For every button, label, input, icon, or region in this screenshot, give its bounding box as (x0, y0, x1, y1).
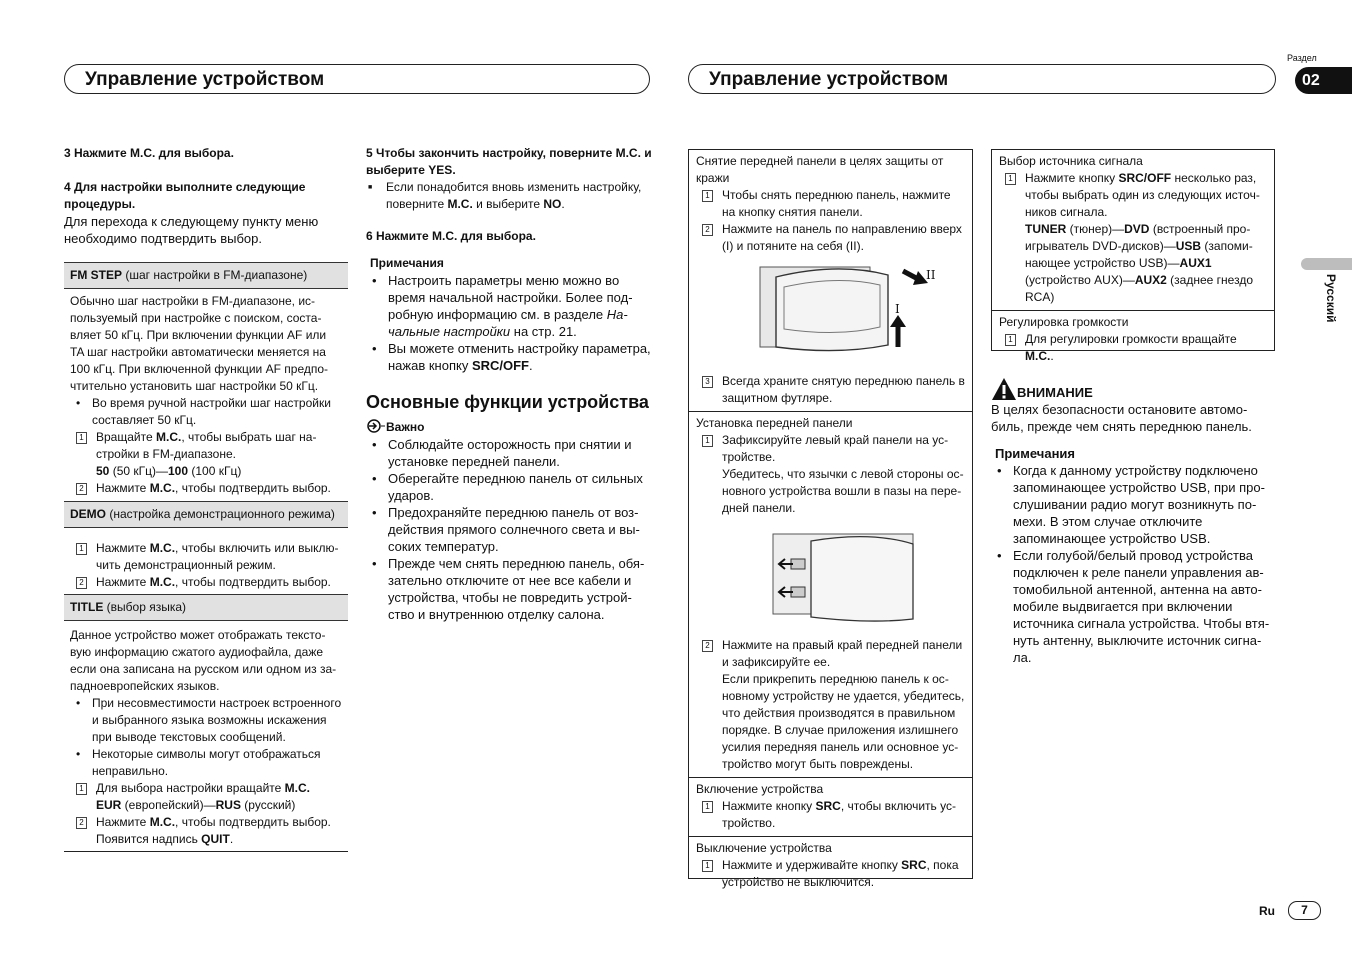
demo-label: DEMO (70, 507, 106, 521)
notes-title: Примечания (370, 256, 444, 270)
fm-step-desc: (шаг настройки в FM-диапазоне) (122, 268, 308, 282)
page-title-left: Управление устройством (85, 69, 325, 90)
notes-title-col4: Примечания (995, 446, 1076, 461)
volume-title: Регулировка громкости (999, 315, 1129, 329)
note-2: • Вы можете отменить настройку параметра, нажав кнопку SRC/OFF. (366, 340, 652, 374)
title-bullet-1: • При несовместимости настроек встроенного и выбранного языка возможны искажения при выводе текстовых сообщений. (70, 695, 342, 746)
step-5-note: ■ Если понадобится вновь изменить настройку, поверните M.C. и выберите NO. (366, 179, 652, 213)
fm-step-header (64, 262, 348, 289)
step-5: 5 Чтобы закончить настройку, поверните M.C. и выберите YES. (366, 146, 652, 177)
power-on-title: Включение устройства (696, 782, 824, 796)
power-on-section (689, 777, 972, 836)
remove-panel-num-2: 2 Нажмите на панель по направлению вверх (I) и потяните на себя (II). (696, 221, 966, 255)
demo-header (64, 501, 348, 528)
column-1 (64, 145, 348, 852)
title-label: TITLE (70, 600, 104, 614)
warning-icon (991, 377, 1017, 401)
note-1: • Настроить параметры меню можно во время начальной настройки. Более подробную информацию см. в разделе Начальные настройки на стр. 21. (366, 272, 652, 340)
title-desc: (выбор языка) (103, 600, 187, 614)
attach-panel-figure (696, 517, 966, 637)
volume-section (992, 310, 1274, 369)
remove-panel-num-1: 1 Чтобы снять переднюю панель, нажмите на кнопку снятия панели. (696, 187, 966, 221)
heading-basic-functions: Основные функции устройства (366, 392, 649, 412)
important-icon (366, 419, 386, 433)
page-title-right: Управление устройством (709, 69, 949, 90)
arrow-label-i: I (895, 302, 900, 316)
section-label: Раздел (1287, 53, 1317, 63)
remove-panel-section (689, 150, 972, 411)
section-number-badge: 02 (1295, 67, 1352, 94)
demo-num-1: 1 Нажмите M.C., чтобы включить или выключить демонстрационный режим. (70, 540, 342, 574)
source-select-title: Выбор источника сигнала (999, 154, 1143, 168)
volume-num-1: 1 Для регулировки громкости вращайте M.C.. (999, 331, 1268, 365)
page-number: 7 (1288, 901, 1321, 920)
panel-attach-illustration (771, 529, 921, 624)
power-off-section (689, 836, 972, 895)
fm-step-bullet: • Во время ручной настройки шаг настройки составляет 50 кГц. (70, 395, 342, 429)
caution-text: В целях безопасности остановите автомобиль, прежде чем снять переднюю панель. (991, 402, 1252, 434)
section-header-right (688, 64, 1276, 94)
fm-step-num-1: 1 Вращайте M.C., чтобы выбрать шаг настройки в FM-диапазоне. 50 (50 кГц)—100 (100 кГц) (70, 429, 342, 480)
title-num-2: 2 Нажмите M.C., чтобы подтвердить выбор. Появится надпись QUIT. (70, 814, 342, 848)
source-select-num-1: 1 Нажмите кнопку SRC/OFF несколько раз, чтобы выбрать один из следующих источников сигнала. TUNER (тюнер)—DVD (встроенный проигрыватель DVD-дисков)—USB (запоминающее устройство USB)—AUX1 (устройство AUX)—AUX2 (заднее гнездо RCA) (999, 170, 1268, 306)
language-tab (1301, 258, 1352, 270)
title-header (64, 594, 348, 621)
step-4-text: Для перехода к следующему пункту меню необходимо подтвердить выбор. (64, 214, 319, 246)
attach-panel-num-2: 2 Нажмите на правый край передней панели и зафиксируйте ее. Если прикрепить переднюю панель к основному устройству не удается, убедитесь, что действия производятся в правильном порядке. В случае приложения излишнего усилия передняя панель или основное устройство могут быть повреждены. (696, 637, 966, 773)
remove-panel-figure (696, 255, 966, 373)
column-4-lower (991, 377, 1275, 666)
power-on-num-1: 1 Нажмите кнопку SRC, чтобы включить устройство. (696, 798, 966, 832)
column-4-box (991, 149, 1275, 363)
important-1: • Соблюдайте осторожность при снятии и установке передней панели. (366, 436, 652, 470)
demo-desc: (настройка демонстрационного режима) (106, 507, 335, 521)
column-2 (366, 145, 652, 623)
important-2: • Оберегайте переднюю панель от сильных ударов. (366, 470, 652, 504)
step-4-title: 4 Для настройки выполните следующие процедуры. (64, 180, 306, 211)
important-label: Важно (366, 419, 652, 436)
fm-step-para: Обычно шаг настройки в FM-диапазоне, используемый при настройке с поиском, составляет 50 кГц. При включении функции AF или TA шаг настройки автоматически меняется на 100 кГц. При включенной функции AF предпочтительно установить шаг настройки 50 кГц. (70, 294, 329, 393)
footer-lang-code: Ru (1259, 904, 1275, 918)
title-num-1: 1 Для выбора настройки вращайте M.C. EUR (европейский)—RUS (русский) (70, 780, 342, 814)
source-select-section (992, 150, 1274, 310)
step-3: 3 Нажмите M.C. для выбора. (64, 146, 234, 160)
power-off-num-1: 1 Нажмите и удерживайте кнопку SRC, пока устройство не выключится. (696, 857, 966, 891)
language-label: Русский (1324, 274, 1338, 323)
column-3-box (688, 149, 973, 889)
note-antenna: • Если голубой/белый провод устройства подключен к реле панели управления автомобильной антенной, антенна на автомобиле выдвигается при включении источника сигнала устройства. Чтобы втянуть антенну, выключите источник сигнала. (991, 547, 1275, 666)
note-usb: • Когда к данному устройству подключено запоминающее устройство USB, при прослушивании радио могут возникнуть помехи. В этом случае отключите запоминающее устройство USB. (991, 462, 1275, 547)
remove-panel-title: Снятие передней панели в целях защиты от кражи (696, 154, 944, 185)
fm-step-body (64, 289, 348, 497)
attach-panel-title: Установка передней панели (696, 416, 853, 430)
important-4: • Прежде чем снять переднюю панель, обязательно отключите от нее все кабели и устройства, чтобы не повредить устройство и внутреннюю отделку салона. (366, 555, 652, 623)
fm-step-label: FM STEP (70, 268, 123, 282)
important-3: • Предохраняйте переднюю панель от воздействия прямого солнечного света и высоких температур. (366, 504, 652, 555)
demo-body (64, 528, 348, 591)
attach-panel-section (689, 411, 972, 777)
title-body (64, 621, 348, 852)
power-off-title: Выключение устройства (696, 841, 832, 855)
attach-panel-num-1: 1 Зафиксируйте левый край панели на устройстве. Убедитесь, что язычки с левой стороны основного устройства вошли в пазы на передней панели. (696, 432, 966, 517)
arrow-label-ii: II (926, 268, 936, 282)
fm-step-num-2: 2 Нажмите M.C., чтобы подтвердить выбор. (70, 480, 342, 497)
title-para: Данное устройство может отображать текстовую информацию сжатого аудиофайла, даже если она записана на русском или одном из западноевропейских языков. (70, 628, 337, 693)
caution-heading: ВНИМАНИЕ (991, 377, 1275, 401)
step-6: 6 Нажмите M.C. для выбора. (366, 229, 536, 243)
remove-panel-num-3: 3 Всегда храните снятую переднюю панель в защитном футляре. (696, 373, 966, 407)
demo-num-2: 2 Нажмите M.C., чтобы подтвердить выбор. (70, 574, 342, 591)
title-bullet-2: • Некоторые символы могут отображаться неправильно. (70, 746, 342, 780)
section-header-left (64, 64, 650, 94)
